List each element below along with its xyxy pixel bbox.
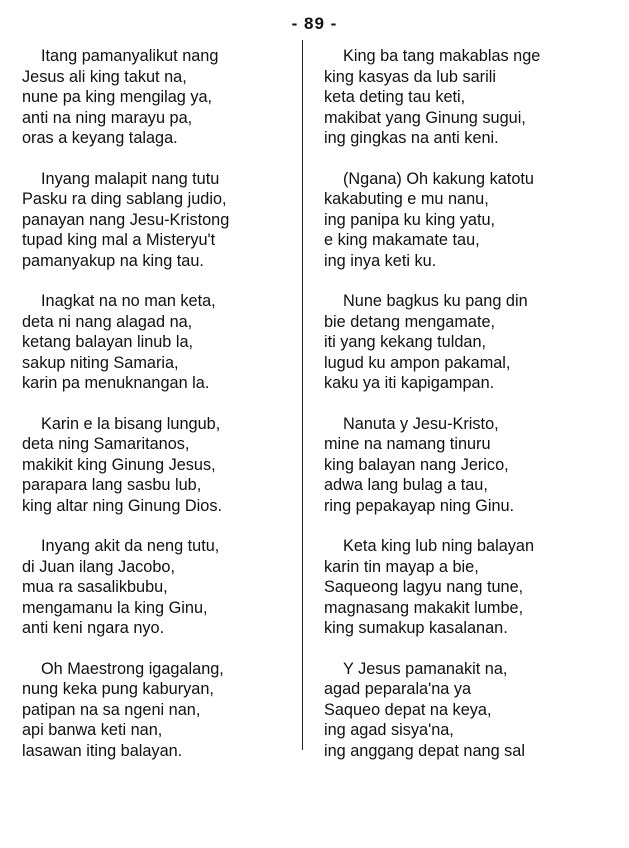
verse-line: nune pa king mengilag ya, [22,88,213,106]
column-divider [302,40,303,750]
verse-line: makikit king Ginung Jesus, [22,455,216,474]
stanza [22,659,292,762]
verse-line: king altar ning Ginung Dios. [22,496,223,515]
verse-line: mua ra sasalikbubu, [22,578,168,596]
verse-line: ing anggang depat nang sal [324,741,525,760]
right-column [324,46,629,781]
verse-line: ing inya keti ku. [324,251,437,270]
verse-line: ing agad sisya'na, [324,721,454,739]
stanza [324,46,629,149]
verse-line: ketang balayan linub la, [22,333,194,351]
verse-line: (Ngana) Oh kakung katotu [343,169,534,188]
verse-line: makibat yang Ginung sugui, [324,108,526,127]
verse-line: karin pa menuknangan la. [22,374,210,392]
verse-line: kaku ya iti kapigampan. [324,374,495,392]
verse-line: sakup niting Samaria, [22,353,179,372]
verse-line: patipan na sa ngeni nan, [22,700,201,719]
stanza [324,536,629,639]
verse-line: anti na ning marayu pa, [22,108,193,127]
verse-line: king sumakup kasalanan. [324,619,508,637]
page-number: - 89 - [291,14,338,33]
stanza [324,291,629,394]
verse-line: bie detang mengamate, [324,312,496,331]
verse-line: Nune bagkus ku pang din [343,292,528,310]
verse-line: parapara lang sasbu lub, [22,476,202,494]
stanza [22,536,292,639]
stanza [22,291,292,394]
verse-line: Karin e la bisang lungub, [41,414,221,433]
verse-line: Jesus ali king takut na, [22,67,187,86]
verse-line: magnasang makakit lumbe, [324,598,524,617]
verse-line: e king makamate tau, [324,231,480,249]
verse-line: ing gingkas na anti keni. [324,129,499,147]
stanza [22,414,292,517]
verse-line: Oh Maestrong igagalang, [41,659,224,678]
verse-line: nung keka pung kaburyan, [22,680,214,698]
verse-line: mengamanu la king Ginu, [22,598,208,617]
verse-line: king kasyas da lub sarili [324,67,496,86]
verse-line: tupad king mal a Misteryu't [22,231,216,249]
stanza [22,46,292,149]
verse-line: Saqueo depat na keya, [324,700,492,719]
verse-line: deta ning Samaritanos, [22,435,190,453]
verse-line: di Juan ilang Jacobo, [22,557,175,576]
verse-line: agad peparala'na ya [324,680,472,698]
verse-line: Inyang malapit nang tutu [41,169,220,188]
verse-line: Nanuta y Jesu-Kristo, [343,414,499,433]
stanza [324,414,629,517]
verse-line: iti yang kekang tuldan, [324,333,487,351]
verse-line: King ba tang makablas nge [343,47,541,65]
verse-line: panayan nang Jesu-Kristong [22,210,230,229]
verse-line: lugud ku ampon pakamal, [324,353,511,372]
verse-line: oras a keyang talaga. [22,129,178,147]
verse-line: ing panipa ku king yatu, [324,210,496,229]
verse-line: Inagkat na no man keta, [41,292,216,310]
verse-line: Inyang akit da neng tutu, [41,537,220,555]
stanza [22,169,292,272]
verse-line: kakabuting e mu nanu, [324,190,489,208]
stanza [324,169,629,272]
verse-line: api banwa keti nan, [22,721,163,739]
verse-line: adwa lang bulag a tau, [324,476,488,494]
verse-line: king balayan nang Jerico, [324,455,509,474]
verse-line: keta deting tau keti, [324,88,466,106]
stanza [324,659,629,762]
verse-line: Pasku ra ding sablang judio, [22,190,227,208]
verse-line: mine na namang tinuru [324,435,491,453]
verse-line: deta ni nang alagad na, [22,312,193,331]
verse-line: Y Jesus pamanakit na, [343,659,508,678]
verse-line: pamanyakup na king tau. [22,251,204,270]
verse-line: ring pepakayap ning Ginu. [324,496,515,515]
verse-line: lasawan iting balayan. [22,741,183,760]
verse-line: Saqueong lagyu nang tune, [324,578,524,596]
verse-line: anti keni ngara nyo. [22,619,165,637]
verse-line: Keta king lub ning balayan [343,537,534,555]
verse-line: karin tin mayap a bie, [324,557,479,576]
verse-line: Itang pamanyalikut nang [41,47,219,65]
left-column [22,46,292,781]
